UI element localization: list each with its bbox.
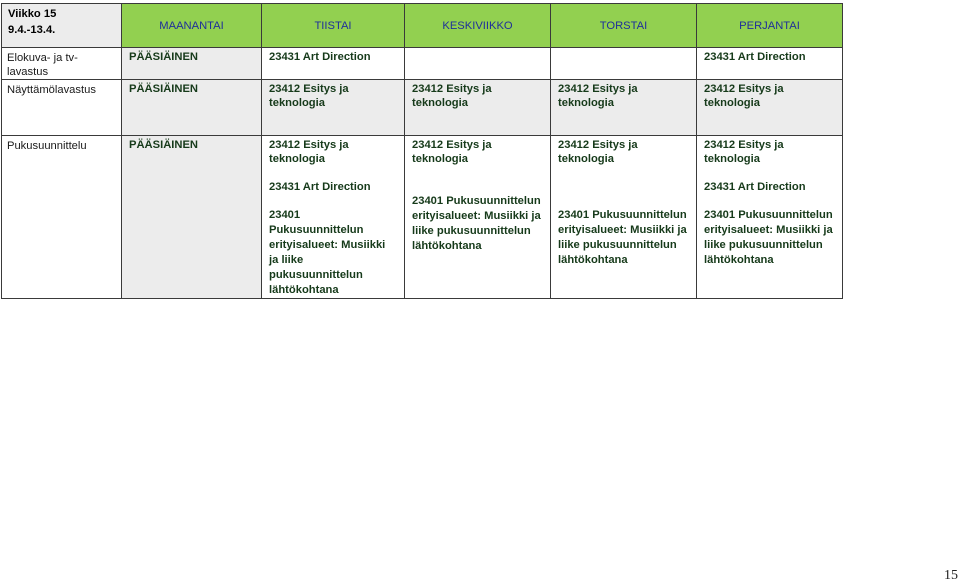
schedule-cell xyxy=(551,136,697,299)
schedule-cell xyxy=(697,80,843,136)
schedule-cell xyxy=(405,136,551,299)
event-text: 23401 Pukusuunnittelun erityisalueet: Musiikki ja liike pukusuunnittelun lähtökohtana xyxy=(269,209,386,296)
event-text: 23412 Esitys ja teknologia xyxy=(412,139,492,165)
schedule-cell xyxy=(551,48,697,80)
day-header-monday: MAANANTAI xyxy=(122,4,262,48)
row-label: Pukusuunnittelu xyxy=(2,136,122,299)
week-number: Viikko 15 xyxy=(8,8,57,20)
event-text: 23412 Esitys ja teknologia xyxy=(558,83,638,109)
row-nayttamo xyxy=(2,80,843,136)
event-text: 23401 Pukusuunnittelun erityisalueet: Musiikki ja liike pukusuunnittelun lähtökohtana xyxy=(558,209,687,266)
schedule-cell xyxy=(697,48,843,80)
event-text: 23431 Art Direction xyxy=(704,181,806,193)
day-header-thursday: TORSTAI xyxy=(551,4,697,48)
event-text: 23412 Esitys ja teknologia xyxy=(269,83,349,109)
schedule-cell xyxy=(697,136,843,299)
event-text: 23431 Art Direction xyxy=(269,181,371,193)
header-row xyxy=(2,4,843,48)
event-text: 23412 Esitys ja teknologia xyxy=(269,139,349,165)
event-text: 23431 Art Direction xyxy=(269,51,371,63)
row-elokuva xyxy=(2,48,843,80)
event-text: 23401 Pukusuunnittelun erityisalueet: Musiikki ja liike pukusuunnittelun lähtökohtana xyxy=(704,209,833,266)
event-text: 23431 Art Direction xyxy=(704,51,806,63)
event-text: 23412 Esitys ja teknologia xyxy=(704,139,784,165)
event-text: 23412 Esitys ja teknologia xyxy=(412,83,492,109)
row-label: Elokuva- ja tv-lavastus xyxy=(2,48,122,80)
schedule-cell xyxy=(262,136,405,299)
day-header-tuesday: TIISTAI xyxy=(262,4,405,48)
event-text: PÄÄSIÄINEN xyxy=(129,139,198,151)
week-dates: 9.4.-13.4. xyxy=(8,24,56,36)
event-text: 23401 Pukusuunnittelun erityisalueet: Musiikki ja liike pukusuunnittelun lähtökohtana xyxy=(412,195,541,252)
schedule-cell xyxy=(122,48,262,80)
schedule-cell xyxy=(122,80,262,136)
schedule-cell xyxy=(405,48,551,80)
event-text: 23412 Esitys ja teknologia xyxy=(558,139,638,165)
event-text: PÄÄSIÄINEN xyxy=(129,51,198,63)
event-text: PÄÄSIÄINEN xyxy=(129,83,198,95)
row-label: Näyttämölavastus xyxy=(2,80,122,136)
schedule-cell xyxy=(262,48,405,80)
schedule-cell xyxy=(551,80,697,136)
page-number: 15 xyxy=(944,568,958,583)
schedule-cell xyxy=(405,80,551,136)
day-header-friday: PERJANTAI xyxy=(697,4,843,48)
day-header-wednesday: KESKIVIIKKO xyxy=(405,4,551,48)
week-cell xyxy=(2,4,122,48)
schedule-table xyxy=(1,3,843,299)
schedule-cell xyxy=(122,136,262,299)
schedule-cell xyxy=(262,80,405,136)
row-pukusuunnittelu xyxy=(2,136,843,299)
event-text: 23412 Esitys ja teknologia xyxy=(704,83,784,109)
